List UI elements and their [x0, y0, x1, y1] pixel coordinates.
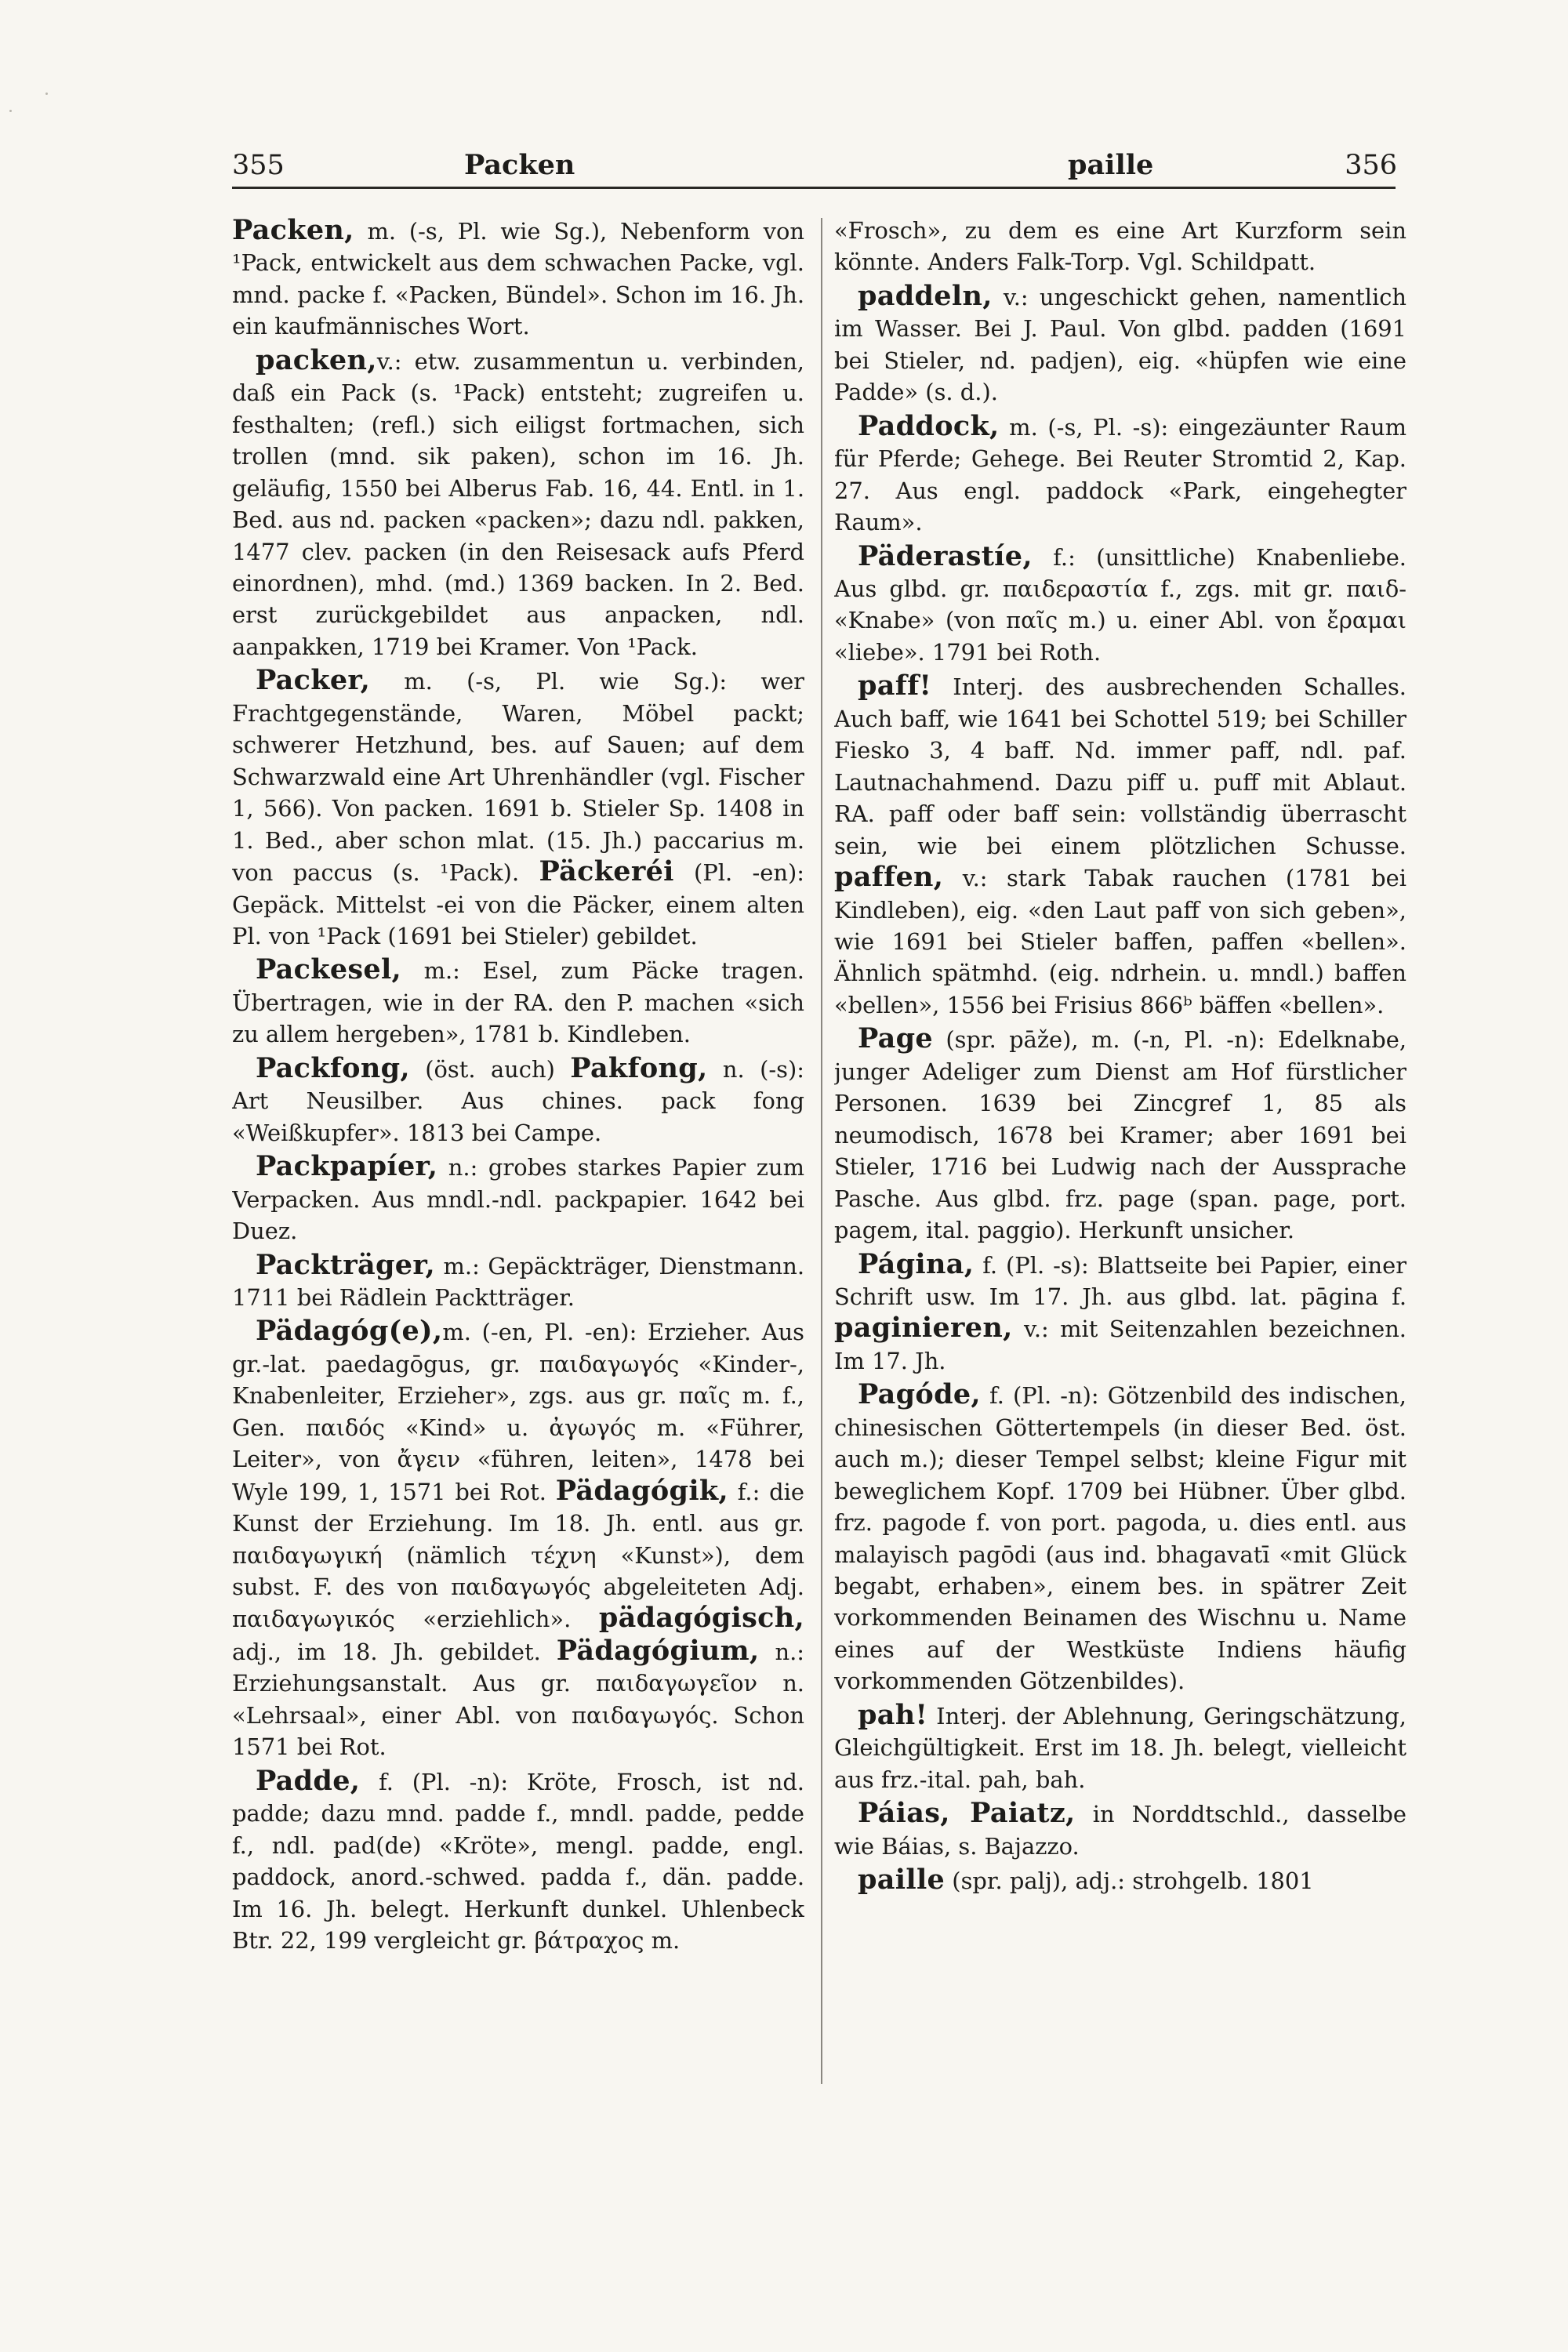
left-page-number: 355	[232, 150, 285, 181]
headword: Packer,	[256, 664, 371, 697]
header-rule	[232, 187, 1396, 189]
entry-text: Interj. des ausbrechenden Schalles. Auch baff, wie 1641 bei Schottel 519; bei Schiller Fiesko 3, 4 baff. Nd. immer paff, ndl. paf. Lautnachahmend. Dazu piff u. puff mit Ablaut. RA. paff oder baff sein: vollständig überrascht sein, wie bei einem plötzlichen Schusse.	[834, 673, 1406, 859]
entry-text: v.: ungeschickt gehen, namentlich im Wasser. Bei J. Paul. Von glbd. padden (1691 bei Stieler, nd. padjen), eig. «hüpfen wie eine Padde» (s. d.).	[834, 283, 1406, 406]
headword: Pakfong,	[570, 1051, 708, 1084]
running-head	[232, 147, 1397, 183]
dictionary-entry	[834, 1700, 1406, 1795]
dictionary-entry	[232, 954, 804, 1050]
entry-text: (spr. pāže), m. (-n, Pl. -n): Edelknabe, junger Adeliger zum Dienst am Hof fürstlicher Personen. 1639 bei Zincgref 1, 85 als neumodisch, 1678 bei Kramer; aber 1691 bei Stieler, 1716 bei Ludwig nach der Aussprache Pasche. Aus glbd. frz. page (span. page, port. pagem, ital. paggio). Herkunft unsicher.	[834, 1026, 1406, 1244]
dictionary-entry	[232, 1766, 804, 1957]
left-catchword: Packen	[464, 149, 575, 181]
dictionary-entry	[232, 215, 804, 343]
headword: Padde,	[256, 1764, 361, 1797]
headword: Pädagógik,	[555, 1474, 728, 1507]
entry-text: v.: etw. zusammentun u. verbinden, daß ein Pack (s. ¹Pack) entsteht; zugreifen u. festhalten; (refl.) sich eiligst fortmachen, sich trollen (mnd. sik paken), schon im 16. Jh. geläufig, 1550 bei Alberus Fab. 16, 44. Entl. in 1. Bed. aus nd. packen «packen»; dazu ndl. pakken, 1477 clev. packen (in den Reisesack aufs Pferd einordnen), mhd. (md.) 1369 backen. In 2. Bed. erst zurückgebildet aus anpacken, ndl. aanpakken, 1719 bei Kramer. Von ¹Pack.	[232, 347, 804, 660]
headword: Packesel,	[256, 953, 402, 986]
dictionary-entry	[834, 1379, 1406, 1697]
dictionary-entry	[834, 1249, 1406, 1377]
entry-text: adj., im 18. Jh. gebildet.	[232, 1638, 557, 1665]
headword: packen,	[256, 343, 377, 376]
headword: paille	[858, 1864, 946, 1896]
entry-text: m. (-s, Pl. wie Sg.), Nebenform von ¹Pack, entwickelt aus dem schwachen Packe, vgl. mnd. packe f. «Packen, Bündel». Schon im 16. Jh. ein kaufmännisches Wort.	[232, 218, 804, 340]
headword: Pädagóg(e),	[256, 1315, 443, 1348]
headword: Page	[858, 1022, 933, 1055]
entry-text: (Pl. -en): Gepäck. Mittelst -ei von die Päcker, einem alten Pl. von ¹Pack (1691 bei Stieler) gebildet.	[232, 859, 804, 949]
dictionary-entry	[232, 345, 804, 663]
dictionary-entry	[834, 541, 1406, 669]
entry-text: Interj. der Ablehnung, Geringschätzung, Gleichgültigkeit. Erst im 18. Jh. belegt, vielleicht aus frz.-ital. pah, bah.	[834, 1702, 1406, 1793]
dictionary-entry	[232, 1316, 804, 1762]
headword: Packfong,	[256, 1051, 410, 1084]
entry-text: m.: Esel, zum Päcke tragen. Übertragen, wie in der RA. den P. machen «sich zu allem hergeben», 1781 b. Kindleben.	[232, 957, 804, 1048]
entry-text: f. (Pl. -n): Götzenbild des indischen, chinesischen Göttertempels (in dieser Bed. öst. auch m.); dieser Tempel selbst; kleine Figur mit beweglichem Kopf. 1709 bei Hübner. Über glbd. frz. pagode f. von port. pagoda, u. dies entl. aus malayisch pagōdi (aus ind. bhagavatī «mit Glück begabt, erhaben», einem bes. in spätrer Zeit vorkommenden Beinamen des Wischnu u. Name eines auf der Westküste Indiens häufig vorkommenden Götzenbildes).	[834, 1382, 1406, 1695]
headword: Páias, Paiatz,	[858, 1797, 1076, 1830]
entry-text: n.: grobes starkes Papier zum Verpacken. Aus mndl.-ndl. packpapier. 1642 bei Duez.	[232, 1154, 804, 1245]
right-catchword: paille	[1068, 149, 1154, 181]
entry-text: f. (Pl. -s): Blattseite bei Papier, einer Schrift usw. Im 17. Jh. aus glbd. lat. pāgina f.	[834, 1251, 1406, 1310]
dictionary-entry	[834, 281, 1406, 408]
dictionary-entry	[834, 1798, 1406, 1862]
entry-text: in Norddtschld., dasselbe wie Báias, s. Bajazzo.	[834, 1801, 1406, 1860]
right-page-number: 356	[1345, 150, 1397, 181]
entry-text: v.: mit Seitenzahlen bezeichnen. Im 17. Jh.	[834, 1316, 1406, 1374]
headword: Paddock,	[858, 409, 1000, 442]
entry-text: m.: Gepäckträger, Dienstmann. 1711 bei Rädlein Packtträger.	[232, 1252, 804, 1311]
headword: Pädagógium,	[556, 1634, 760, 1667]
dictionary-entry	[232, 665, 804, 952]
entry-text: f. (Pl. -n): Kröte, Frosch, ist nd. padde; dazu mnd. padde f., mndl. padde, pedde f., ndl. pad(de) «Kröte», mengl. padde, engl. paddock, anord.-schwed. padda f., dän. padde. Im 16. Jh. belegt. Herkunft dunkel. Uhlenbeck Btr. 22, 199 vergleicht gr. βάτραχος m.	[232, 1768, 804, 1955]
entry-text: m. (-s, Pl. wie Sg.): wer Frachtgegenstände, Waren, Möbel packt; schwerer Hetzhund, bes. auf Sauen; auf dem Schwarzwald eine Art Uhrenhändler (vgl. Fischer 1, 566). Von packen. 1691 b. Stieler Sp. 1408 in 1. Bed., aber schon mlat. (15. Jh.) paccarius m. von paccus (s. ¹Pack).	[232, 668, 804, 887]
dictionary-entry	[834, 1864, 1406, 1896]
headword: paddeln,	[858, 279, 993, 312]
entry-text: f.: die Kunst der Erziehung. Im 18. Jh. entl. aus gr. παιδαγωγική (nämlich τέχνη «Kunst»), dem subst. F. des von παιδαγωγός abgeleiteten Adj. παιδαγωγικός «erziehlich».	[232, 1478, 804, 1633]
headword: Pagóde,	[858, 1378, 981, 1411]
scan-speck	[45, 93, 48, 95]
headword: Packen,	[232, 215, 354, 246]
entry-text: n. (-s): Art Neusilber. Aus chines. pack fong «Weißkupfer». 1813 bei Campe.	[232, 1055, 804, 1146]
headword: Packträger,	[256, 1248, 436, 1281]
left-column	[232, 215, 804, 2104]
entry-text: m. (-en, Pl. -en): Erzieher. Aus gr.-lat. paedagōgus, gr. παιδαγωγός «Kinder-, Knabenleiter, Erzieher», zgs. aus gr. παῖς m. f., Gen. παιδός «Kind» u. ἀγωγός m. «Führer, Leiter», von ἄγειν «führen, leiten», 1478 bei Wyle 199, 1, 1571 bei Rot.	[232, 1319, 804, 1505]
entry-text: (spr. palj), adj.: strohgelb. 1801	[945, 1867, 1314, 1895]
dictionary-entry	[232, 1053, 804, 1149]
headword: pädagógisch,	[598, 1602, 804, 1635]
headword: Packpapíer,	[256, 1150, 438, 1183]
right-column	[834, 215, 1406, 2104]
headword: paff!	[858, 670, 932, 702]
entry-text: m. (-s, Pl. -s): eingezäunter Raum für Pferde; Gehege. Bei Reuter Stromtid 2, Kap. 27. Aus engl. paddock «Park, eingehegter Raum».	[834, 413, 1406, 536]
entry-text: n.: Erziehungsanstalt. Aus gr. παιδαγωγεῖον n. «Lehrsaal», einer Abl. von παιδαγωγός. Schon 1571 bei Rot.	[232, 1638, 804, 1761]
dictionary-entry	[834, 215, 1406, 278]
dictionary-entry	[834, 411, 1406, 539]
headword: pah!	[858, 1698, 928, 1731]
dictionary-entry	[232, 1250, 804, 1314]
entry-text: v.: stark Tabak rauchen (1781 bei Kindleben), eig. «den Laut paff von sich geben», wie 1691 bei Stieler baffen, paffen «bellen». Ähnlich spätmhd. (eig. ndrhein. u. mndl.) baffen «bellen», 1556 bei Frisius 866ᵇ bäffen «bellen».	[834, 865, 1406, 1018]
headword: Página,	[858, 1247, 975, 1280]
headword: paffen,	[834, 861, 944, 894]
entry-text: (öst. auch)	[409, 1055, 571, 1083]
headword: Päderastíe,	[858, 539, 1033, 572]
dictionary-entry	[834, 1023, 1406, 1246]
entry-text: «Frosch», zu dem es eine Art Kurzform sein könnte. Anders Falk-Torp. Vgl. Schildpatt.	[834, 217, 1406, 276]
scan-speck	[9, 110, 12, 112]
dictionary-entry	[834, 670, 1406, 1021]
dictionary-entry	[232, 1151, 804, 1247]
entry-text: f.: (unsittliche) Knabenliebe. Aus glbd. gr. παιδεραστία f., zgs. mit gr. παιδ- «Knabe» (von παῖς m.) u. einer Abl. von ἔραμαι «liebe». 1791 bei Roth.	[834, 543, 1406, 666]
headword: paginieren,	[834, 1312, 1013, 1345]
column-divider	[821, 218, 822, 2084]
headword: Päckeréi	[539, 855, 674, 888]
